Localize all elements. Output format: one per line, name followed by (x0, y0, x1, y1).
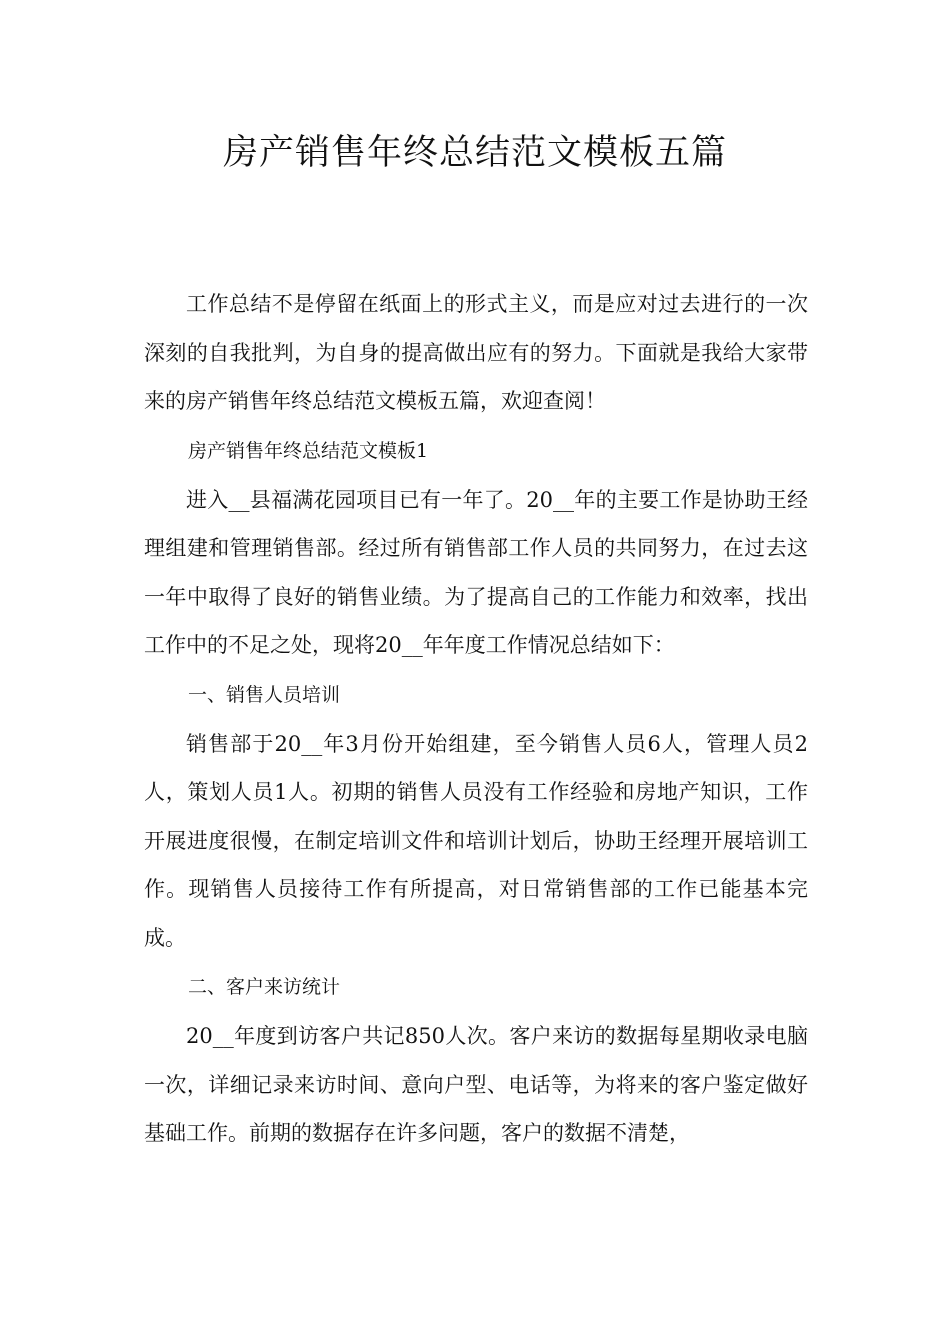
document-body (144, 280, 808, 1158)
document-title: 房产销售年终总结范文模板五篇 (222, 133, 727, 173)
section-1-title: 房产销售年终总结范文模板1 (188, 439, 429, 462)
visits-paragraph: 20__年度到访客户共记850人次。客户来访的数据每星期收录电脑一次，详细记录来访时间、意向户型、电话等，为将来的客户鉴定做好基础工作。前期的数据存在许多问题，客户的数据不清楚， (144, 1024, 808, 1145)
training-paragraph: 销售部于20__年3月份开始组建，至今销售人员6人，管理人员2人，策划人员1人。初期的销售人员没有工作经验和房地产知识，工作开展进度很慢，在制定培训文件和培训计划后，协助王经理开展培训工作。现销售人员接待工作有所提高，对日常销售部的工作已能基本完成。 (144, 731, 808, 950)
section-1-intro-paragraph: 进入__县福满花园项目已有一年了。20__年的主要工作是协助王经理组建和管理销售部。经过所有销售部工作人员的共同努力，在过去这一年中取得了良好的销售业绩。为了提高自己的工作能力和效率，找出工作中的不足之处，现将20__年年度工作情况总结如下： (144, 487, 808, 657)
intro-paragraph: 工作总结不是停留在纸面上的形式主义，而是应对过去进行的一次深刻的自我批判，为自身的提高做出应有的努力。下面就是我给大家带来的房产销售年终总结范文模板五篇，欢迎查阅！ (144, 292, 808, 413)
visits-heading: 二、客户来访统计 (188, 976, 341, 998)
training-heading: 一、销售人员培训 (188, 683, 341, 706)
